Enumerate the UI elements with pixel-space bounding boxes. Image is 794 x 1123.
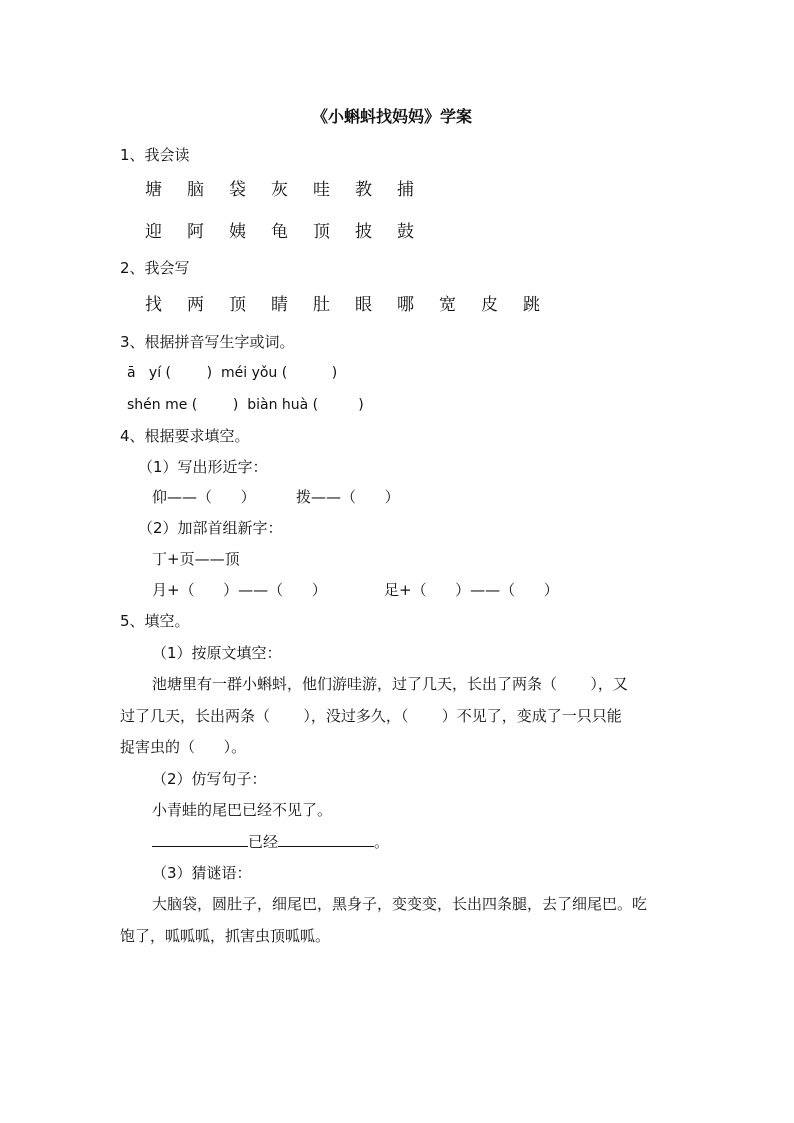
char-item: 找 <box>145 295 162 315</box>
char-item: 两 <box>187 295 204 315</box>
char-item: 睛 <box>271 295 288 315</box>
passage-line-3: 捉害虫的（ ）。 <box>120 738 247 756</box>
char-item: 迎 <box>145 222 162 242</box>
char-item: 皮 <box>481 295 498 315</box>
char-item: 披 <box>355 222 372 242</box>
char-item: 顶 <box>229 295 246 315</box>
passage-line-2: 过了几天，长出两条（ ），没过多久，（ ）不见了，变成了一只只能 <box>120 707 622 725</box>
char-item: 灰 <box>271 180 288 200</box>
char-item: 捕 <box>397 180 414 200</box>
char-item: 塘 <box>145 180 162 200</box>
page-title: 《小蝌蚪找妈妈》学案 <box>312 107 473 126</box>
sample-sentence: 小青蛙的尾巴已经不见了。 <box>152 801 333 819</box>
char-item: 跳 <box>523 295 540 315</box>
riddle-line-2: 饱了，呱呱呱，抓害虫顶呱呱。 <box>120 927 331 945</box>
char-item: 龟 <box>271 222 288 242</box>
char-item: 姨 <box>229 222 246 242</box>
char-item: 阿 <box>187 222 204 242</box>
radical-yue: 月+（ ）——（ ） <box>152 581 327 599</box>
char-item: 脑 <box>187 180 204 200</box>
section-1-heading: 1、我会读 <box>120 146 190 164</box>
subsection-riddle: （3）猜谜语： <box>152 864 252 882</box>
pinyin-line-2: shén me ( ) biàn huà ( ) <box>127 397 364 413</box>
fill-mid-text: 已经 <box>248 833 279 851</box>
char-item: 鼓 <box>397 222 414 242</box>
radical-zu: 足+（ ）——（ ） <box>384 581 559 599</box>
subsection-similar-chars: （1）写出形近字： <box>138 458 268 476</box>
char-item: 哇 <box>313 180 330 200</box>
subsection-radical: （2）加部首组新字： <box>138 519 283 537</box>
char-item: 眼 <box>355 295 372 315</box>
char-item: 顶 <box>313 222 330 242</box>
section-4-heading: 4、根据要求填空。 <box>120 427 250 445</box>
similar-char-bo: 拨——（ ） <box>296 488 400 506</box>
char-item: 袋 <box>229 180 246 200</box>
imitate-fill-line <box>152 831 389 852</box>
radical-example: 丁+页——顶 <box>152 550 240 568</box>
blank-underline <box>278 831 374 847</box>
pinyin-line-1: ā yí ( ) méi yǒu ( ) <box>127 365 338 381</box>
similar-char-yang: 仰——（ ） <box>152 488 256 506</box>
fill-end-text: 。 <box>374 833 390 851</box>
section-2-heading: 2、我会写 <box>120 259 190 277</box>
char-item: 教 <box>355 180 372 200</box>
subsection-imitate: （2）仿写句子： <box>152 770 267 788</box>
char-item: 肚 <box>313 295 330 315</box>
riddle-line-1: 大脑袋，圆肚子，细尾巴，黑身子，变变变，长出四条腿，去了细尾巴。吃 <box>152 895 648 913</box>
blank-underline <box>152 831 248 847</box>
section-5-heading: 5、填空。 <box>120 612 190 630</box>
passage-line-1: 池塘里有一群小蝌蚪，他们游哇游，过了几天，长出了两条（ ），又 <box>152 675 628 693</box>
subsection-fill-text: （1）按原文填空： <box>152 644 282 662</box>
section-3-heading: 3、根据拼音写生字或词。 <box>120 333 295 351</box>
char-item: 哪 <box>397 295 414 315</box>
char-item: 宽 <box>439 295 456 315</box>
